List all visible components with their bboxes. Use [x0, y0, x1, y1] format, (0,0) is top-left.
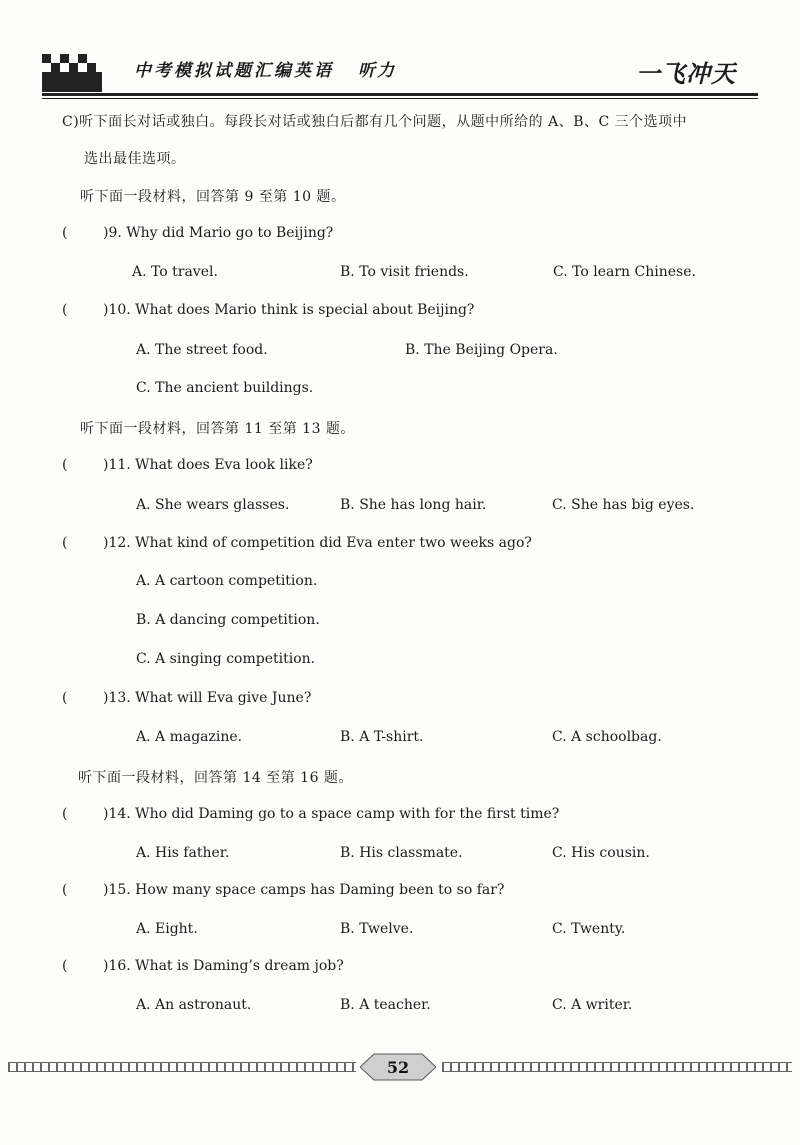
question-text: )12. What kind of competition did Eva enter two weeks ago?	[103, 535, 532, 551]
header-rule	[42, 93, 758, 96]
page-number-badge	[360, 1052, 436, 1082]
section-instruction: C)听下面长对话或独白。每段长对话或独白后都有几个问题，从题中所给的 A、B、C 三个选项中	[62, 114, 688, 130]
meander-border-right	[442, 1062, 792, 1072]
option-c: C. She has big eyes.	[552, 497, 695, 513]
option-c: C. To learn Chinese.	[553, 264, 696, 280]
option-c: C. A singing competition.	[136, 651, 316, 667]
answer-blank[interactable]: (	[62, 806, 68, 822]
question-text: )11. What does Eva look like?	[103, 457, 313, 473]
option-b: B. To visit friends.	[340, 264, 469, 280]
option-c: C. A writer.	[552, 997, 633, 1013]
option-b: B. She has long hair.	[340, 497, 487, 513]
option-a: A. His father.	[136, 845, 230, 861]
brand-logo: 一飞冲天	[636, 60, 736, 88]
answer-blank[interactable]: (	[62, 882, 68, 898]
header-title: 中考模拟试题汇编英语	[134, 61, 334, 81]
option-c: C. The ancient buildings.	[136, 380, 314, 396]
page-number: 52	[386, 1058, 410, 1077]
option-b: B. Twelve.	[340, 921, 414, 937]
header-rule-thin	[42, 98, 758, 99]
answer-blank[interactable]: (	[62, 302, 68, 318]
question-text: )16. What is Daming’s dream job?	[103, 958, 344, 974]
answer-blank[interactable]: (	[62, 225, 68, 241]
option-b: B. A T-shirt.	[340, 729, 424, 745]
section-instruction-cont: 选出最佳选项。	[84, 151, 186, 167]
option-a: A. The street food.	[136, 342, 268, 358]
option-b: B. A dancing competition.	[136, 612, 320, 628]
option-a: A. A magazine.	[136, 729, 243, 745]
option-b: B. The Beijing Opera.	[405, 342, 558, 358]
option-a: A. Eight.	[136, 921, 198, 937]
page-footer	[0, 1048, 800, 1088]
option-b: B. A teacher.	[340, 997, 431, 1013]
option-a: A. A cartoon competition.	[136, 573, 318, 589]
question-text: )9. Why did Mario go to Beijing?	[103, 225, 334, 241]
answer-blank[interactable]: (	[62, 535, 68, 551]
meander-border-left	[8, 1062, 356, 1072]
option-a: A. She wears glasses.	[136, 497, 290, 513]
header-subtitle: 听力	[358, 61, 396, 81]
option-c: C. A schoolbag.	[552, 729, 662, 745]
option-c: C. His cousin.	[552, 845, 650, 861]
option-b: B. His classmate.	[340, 845, 463, 861]
option-c: C. Twenty.	[552, 921, 626, 937]
question-text: )10. What does Mario think is special about Beijing?	[103, 302, 475, 318]
option-a: A. An astronaut.	[136, 997, 252, 1013]
question-text: )14. Who did Daming go to a space camp with for the first time?	[103, 806, 560, 822]
group-heading: 听下面一段材料，回答第 11 至第 13 题。	[80, 421, 355, 437]
answer-blank[interactable]: (	[62, 690, 68, 706]
answer-blank[interactable]: (	[62, 457, 68, 473]
page-header	[0, 0, 800, 100]
option-a: A. To travel.	[132, 264, 218, 280]
group-heading: 听下面一段材料，回答第 14 至第 16 题。	[78, 770, 353, 786]
group-heading: 听下面一段材料，回答第 9 至第 10 题。	[80, 189, 346, 205]
question-text: )15. How many space camps has Daming been to so far?	[103, 882, 505, 898]
answer-blank[interactable]: (	[62, 958, 68, 974]
checker-logo-icon	[42, 54, 102, 92]
question-text: )13. What will Eva give June?	[103, 690, 312, 706]
